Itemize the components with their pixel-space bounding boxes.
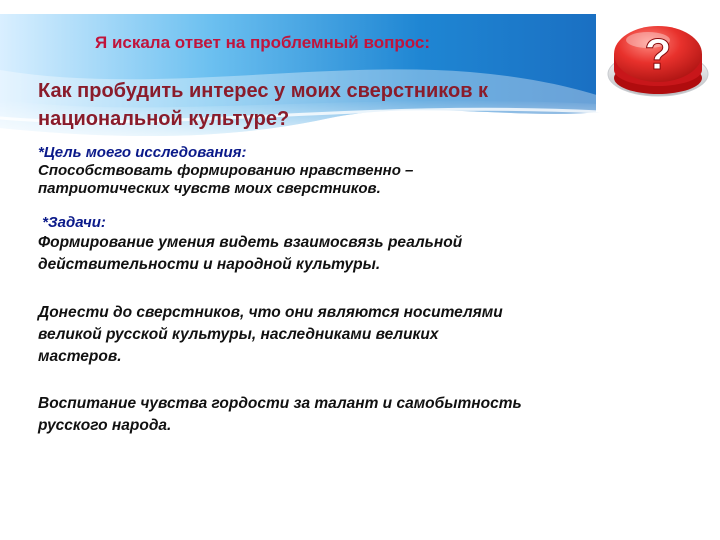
task-2-line: мастеров. <box>38 348 122 365</box>
question-mark-symbol: ? <box>644 30 672 79</box>
goal-line: Способствовать формированию нравственно – <box>38 162 414 179</box>
goal-heading: *Цель моего исследования: <box>38 144 247 161</box>
task-2-line: великой русской культуры, наследниками великих <box>38 326 439 343</box>
task-1-line: Формирование умения видеть взаимосвязь реальной <box>38 234 463 251</box>
task-2-line: Донести до сверстников, что они являются носителями <box>38 304 503 321</box>
task-3-line: русского народа. <box>38 417 172 434</box>
task-3-line: Воспитание чувства гордости за талант и самобытность <box>38 395 522 412</box>
task-1-line: действительности и народной культуры. <box>38 256 381 273</box>
content-body <box>38 144 618 437</box>
problem-question: Как пробудить интерес у моих сверстников к национальной культуре? <box>38 80 489 130</box>
question-mark-button-icon <box>596 14 720 112</box>
tasks-heading: *Задачи: <box>38 214 106 231</box>
intro-text: Я искала ответ на проблемный вопрос: <box>95 33 431 52</box>
goal-line: патриотических чувств моих сверстников. <box>38 180 381 197</box>
